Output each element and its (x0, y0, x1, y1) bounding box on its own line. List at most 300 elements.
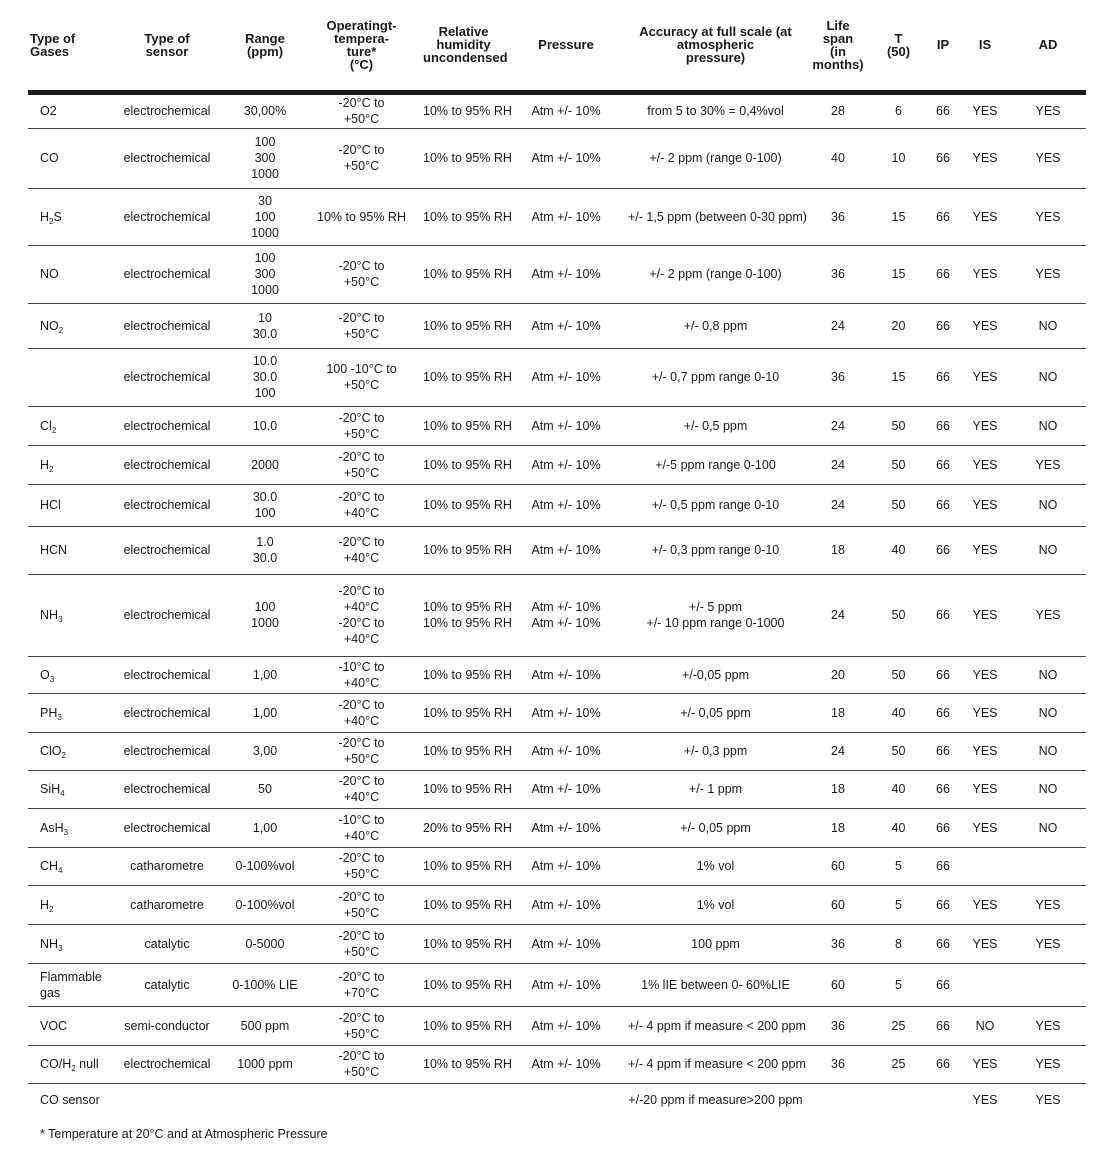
cell-ad (1010, 963, 1086, 1006)
cell-t50-text: 25 (891, 1018, 906, 1033)
cell-temperature-lines (304, 969, 419, 1001)
gas-name: PH (40, 705, 58, 720)
cell-range-lines (230, 936, 300, 952)
cell-pressure (506, 924, 626, 963)
cell-temperature-line: -20°C to (338, 490, 385, 504)
cell-sensor-text: electrochemical (123, 318, 211, 333)
cell-range (228, 963, 302, 1006)
cell-t50-text: 6 (895, 104, 902, 118)
cell-range-lines (230, 418, 300, 434)
cell-gas (28, 445, 106, 484)
cell-temperature-lines (304, 889, 419, 921)
cell-ad-text: YES (1035, 209, 1061, 224)
gas-subscript: 2 (58, 325, 64, 335)
cell-pressure-line: Atm +/- 10% (531, 936, 601, 951)
cell-gas (28, 732, 106, 770)
cell-range (228, 303, 302, 348)
cell-accuracy-line: +/- 0,5 ppm range 0-10 (651, 498, 780, 512)
cell-humidity-line: 10% to 95% RH (423, 418, 512, 433)
cell-accuracy (626, 445, 805, 484)
gas-suffix: S (53, 209, 62, 224)
cell-accuracy-line: +/- 4 ppm if measure < 200 ppm (628, 1057, 806, 1071)
cell-humidity-line: 10% to 95% RH (423, 744, 512, 758)
cell-humidity-line: 10% to 95% RH (423, 936, 512, 951)
cell-humidity (421, 303, 512, 348)
cell-temperature-line: 10% to 95% RH (317, 209, 406, 224)
cell-t50-text: 50 (891, 498, 906, 512)
cell-humidity-lines (423, 936, 512, 952)
cell-ad-text: NO (1038, 370, 1058, 384)
cell-range (228, 1006, 302, 1045)
cell-ad-text: YES (1035, 151, 1061, 165)
cell-humidity (421, 808, 512, 847)
cell-range-line: 1000 ppm (237, 1057, 293, 1071)
cell-humidity (421, 1006, 512, 1045)
cell-temperature-line: +40°C (343, 551, 380, 565)
cell-temperature-line: 100 -10°C to (326, 362, 397, 376)
cell-t50-text: 15 (891, 209, 906, 224)
cell-life-span-text: 18 (831, 782, 845, 796)
cell-temperature-lines (304, 361, 419, 393)
cell-range (228, 1083, 302, 1116)
cell-t50 (871, 924, 926, 963)
cell-is-text: YES (972, 104, 998, 118)
cell-ip (926, 808, 960, 847)
cell-humidity-line: 10% to 95% RH (423, 897, 512, 912)
cell-ip-text: 66 (936, 1057, 950, 1071)
cell-is (960, 445, 1010, 484)
cell-ad (1010, 348, 1086, 406)
cell-range-line: 1000 (251, 616, 279, 630)
table-row (28, 1083, 1086, 1116)
cell-sensor-text: electrochemical (123, 418, 211, 433)
cell-pressure (506, 847, 626, 885)
cell-temperature-line: -20°C to (338, 851, 385, 865)
cell-accuracy-line: 1% vol (696, 897, 735, 912)
cell-range-line: 30.0 (252, 551, 278, 565)
cell-accuracy (626, 808, 805, 847)
gas-name: Flammable gas (40, 969, 102, 1000)
cell-is (960, 808, 1010, 847)
cell-pressure-lines (508, 266, 624, 282)
gas-subscript: 3 (57, 712, 62, 722)
cell-ad-text: YES (1035, 457, 1061, 472)
cell-ip-text: 66 (936, 543, 950, 557)
cell-sensor-text: catalytic (144, 936, 190, 951)
cell-pressure (506, 188, 626, 245)
cell-ip-text: 66 (936, 859, 950, 873)
cell-t50-text: 50 (891, 418, 906, 433)
cell-temperature-line: -20°C to (338, 584, 385, 598)
cell-range-line: 0-100% LIE (232, 977, 298, 992)
cell-ad (1010, 128, 1086, 188)
cell-is-text: YES (972, 498, 998, 512)
cell-pressure-lines (508, 369, 624, 385)
cell-range-line: 10 (258, 310, 272, 325)
cell-range (228, 847, 302, 885)
cell-ip (926, 188, 960, 245)
cell-is (960, 693, 1010, 732)
cell-t50 (871, 128, 926, 188)
cell-ad-text: YES (1035, 1018, 1061, 1033)
cell-t50 (871, 484, 926, 526)
cell-accuracy (626, 245, 805, 303)
cell-life-span (805, 1083, 871, 1116)
cell-ip (926, 1045, 960, 1083)
cell-life-span-text: 36 (831, 1018, 845, 1033)
cell-humidity-line: 10% to 95% RH (423, 705, 512, 720)
gas-name: NO (40, 318, 59, 333)
cell-accuracy (626, 847, 805, 885)
cell-humidity-lines (423, 858, 512, 874)
cell-life-span-text: 60 (831, 897, 845, 912)
cell-humidity-line: 10% to 95% RH (423, 543, 512, 557)
cell-sensor (106, 245, 228, 303)
cell-t50 (871, 188, 926, 245)
cell-life-span-text: 24 (831, 744, 845, 758)
cell-gas (28, 245, 106, 303)
gas-name: CO sensor (40, 1092, 100, 1107)
cell-life-span (805, 406, 871, 445)
gas-sensor-spec-table (28, 0, 1086, 1116)
gas-subscript: 2 (51, 425, 57, 435)
cell-ip (926, 445, 960, 484)
cell-is (960, 128, 1010, 188)
cell-pressure-line: Atm +/- 10% (531, 667, 601, 682)
cell-temperature-line: -20°C to (338, 928, 385, 943)
cell-sensor (106, 732, 228, 770)
cell-humidity-line: 10% to 95% RH (423, 457, 512, 472)
cell-ad-text: NO (1038, 418, 1058, 433)
cell-pressure-line: Atm +/- 10% (531, 543, 601, 557)
cell-is-text: YES (972, 543, 998, 557)
cell-sensor-text: electrochemical (123, 457, 211, 472)
table-row (28, 847, 1086, 885)
cell-accuracy-line: +/- 0,05 ppm (680, 705, 751, 720)
cell-accuracy-lines (628, 542, 803, 558)
cell-pressure-lines (508, 820, 624, 836)
cell-temperature (302, 924, 421, 963)
cell-is-text: YES (972, 608, 998, 622)
cell-temperature-line: -20°C to (338, 535, 385, 549)
col-header-temperature: Operatingt- tempera- ture* (°C) (302, 0, 421, 92)
cell-temperature-lines (304, 142, 419, 174)
col-header-sensor: Type of sensor (106, 0, 228, 92)
cell-t50 (871, 574, 926, 656)
cell-is-text: YES (972, 209, 998, 224)
gas-name: CH (40, 859, 59, 873)
cell-accuracy-line: +/- 0,3 ppm (683, 744, 748, 758)
cell-pressure (506, 303, 626, 348)
cell-temperature-line: +50°C (343, 426, 380, 441)
cell-accuracy-line: +/-0,05 ppm (681, 667, 750, 682)
cell-temperature-lines (304, 449, 419, 481)
cell-ad-text: YES (1035, 104, 1061, 118)
cell-sensor-text: catalytic (144, 977, 190, 992)
cell-sensor (106, 406, 228, 445)
cell-ip (926, 924, 960, 963)
gas-subscript: 3 (58, 615, 63, 624)
cell-pressure-lines (508, 705, 624, 721)
cell-ip-text: 66 (936, 104, 950, 118)
cell-temperature-line: +40°C (343, 506, 380, 520)
gas-name: H (40, 457, 50, 472)
cell-ad (1010, 1083, 1086, 1116)
gas-subscript: 4 (60, 789, 65, 798)
cell-accuracy-line: +/- 10 ppm range 0-1000 (646, 616, 785, 630)
cell-range-line: 50 (258, 782, 272, 796)
cell-ad-text: YES (1035, 1057, 1061, 1071)
cell-t50 (871, 245, 926, 303)
cell-pressure-line: Atm +/- 10% (531, 782, 601, 796)
cell-humidity-lines (423, 820, 512, 836)
cell-sensor-text: electrochemical (123, 267, 211, 281)
cell-sensor-text: electrochemical (123, 104, 211, 118)
cell-is-text: YES (972, 897, 998, 912)
cell-ad (1010, 526, 1086, 574)
cell-life-span-text: 24 (831, 418, 845, 433)
cell-sensor (106, 770, 228, 808)
cell-ip (926, 574, 960, 656)
cell-ad (1010, 885, 1086, 924)
cell-pressure (506, 693, 626, 732)
cell-pressure-lines (508, 497, 624, 513)
cell-range-line: 1,00 (252, 820, 278, 835)
cell-sensor (106, 963, 228, 1006)
cell-humidity-lines (423, 1018, 512, 1034)
cell-temperature-lines (304, 209, 419, 225)
cell-is (960, 924, 1010, 963)
cell-t50 (871, 770, 926, 808)
cell-t50-text: 40 (891, 705, 906, 720)
cell-accuracy-lines (628, 820, 803, 836)
cell-ip-text: 66 (936, 608, 950, 622)
cell-pressure-lines (508, 318, 624, 334)
cell-gas (28, 808, 106, 847)
cell-humidity (421, 245, 512, 303)
cell-ip-text: 66 (936, 705, 950, 720)
cell-sensor (106, 128, 228, 188)
cell-t50-text: 40 (891, 820, 906, 835)
cell-t50-text: 50 (891, 744, 906, 758)
cell-temperature-lines (304, 310, 419, 342)
cell-sensor (106, 656, 228, 693)
cell-temperature-line: +50°C (343, 326, 380, 341)
cell-temperature-line: -20°C to (338, 1010, 385, 1025)
cell-range-line: 0-100%vol (235, 897, 295, 912)
cell-range-line: 100 (254, 251, 276, 265)
cell-is-text: YES (972, 370, 998, 384)
cell-t50-text: 5 (895, 977, 902, 992)
cell-pressure (506, 770, 626, 808)
cell-t50 (871, 92, 926, 128)
cell-is-text: YES (972, 936, 998, 951)
cell-ip (926, 245, 960, 303)
cell-gas (28, 484, 106, 526)
cell-t50 (871, 1006, 926, 1045)
cell-range (228, 92, 302, 128)
cell-accuracy-line: +/- 5 ppm (688, 600, 743, 614)
cell-temperature-line: +50°C (343, 867, 380, 881)
cell-accuracy (626, 128, 805, 188)
cell-humidity-line: 10% to 95% RH (423, 267, 512, 281)
cell-pressure-lines (508, 1018, 624, 1034)
cell-accuracy-lines (628, 103, 803, 119)
cell-humidity (421, 885, 512, 924)
cell-life-span (805, 924, 871, 963)
cell-range-line: 3,00 (252, 744, 278, 758)
cell-sensor (106, 693, 228, 732)
cell-sensor-text: electrochemical (123, 543, 211, 557)
cell-t50 (871, 732, 926, 770)
cell-ad (1010, 188, 1086, 245)
cell-ip (926, 1006, 960, 1045)
col-header-range: Range (ppm) (228, 0, 302, 92)
cell-ip-text: 66 (936, 267, 950, 281)
cell-is (960, 1083, 1010, 1116)
gas-name: O2 (40, 104, 57, 118)
cell-range-line: 100 (254, 135, 276, 149)
cell-ip-text: 66 (936, 151, 950, 165)
cell-temperature (302, 1083, 421, 1116)
cell-accuracy-lines (628, 369, 803, 385)
cell-life-span-text: 60 (831, 859, 845, 873)
cell-range-lines (230, 667, 300, 683)
cell-pressure-line: Atm +/- 10% (531, 267, 601, 281)
cell-humidity-line: 10% to 95% RH (423, 498, 512, 512)
cell-is (960, 574, 1010, 656)
table-row (28, 406, 1086, 445)
cell-ad-text: NO (1038, 744, 1058, 758)
cell-gas (28, 963, 106, 1006)
cell-range-line: 1,00 (252, 667, 278, 682)
cell-humidity-lines (423, 209, 512, 225)
cell-ad (1010, 245, 1086, 303)
cell-range-line: 30.0 (252, 490, 278, 504)
cell-humidity-lines (423, 418, 512, 434)
gas-name: ClO (40, 744, 62, 758)
cell-range-lines (230, 103, 300, 119)
cell-range-lines (230, 534, 300, 566)
col-header-gas: Type of Gases (28, 0, 106, 92)
cell-range-lines (230, 743, 300, 759)
cell-t50 (871, 693, 926, 732)
cell-pressure-lines (508, 150, 624, 166)
cell-life-span (805, 574, 871, 656)
cell-humidity-lines (423, 781, 512, 797)
cell-accuracy-lines (628, 457, 803, 473)
cell-accuracy-lines (628, 150, 803, 166)
table-row (28, 924, 1086, 963)
cell-pressure-lines (508, 599, 624, 631)
cell-accuracy-lines (628, 977, 803, 993)
cell-ip-text: 66 (936, 667, 950, 682)
cell-temperature-line: -20°C to (338, 449, 385, 464)
cell-ad (1010, 1045, 1086, 1083)
cell-temperature-line: +40°C (343, 828, 380, 843)
cell-temperature (302, 445, 421, 484)
cell-sensor-text: catharometre (130, 859, 204, 873)
cell-is-text: YES (972, 151, 998, 165)
cell-ad (1010, 656, 1086, 693)
cell-temperature-line: +50°C (343, 1065, 380, 1079)
cell-is (960, 406, 1010, 445)
cell-accuracy-lines (628, 858, 803, 874)
cell-temperature-line: +40°C (343, 675, 380, 690)
cell-humidity (421, 963, 512, 1006)
cell-is-text: YES (972, 457, 998, 472)
cell-sensor (106, 445, 228, 484)
cell-gas (28, 128, 106, 188)
gas-subscript: 4 (58, 866, 63, 875)
cell-temperature-line: -10°C to (338, 659, 385, 674)
cell-humidity-line: 10% to 95% RH (423, 782, 512, 796)
cell-range-line: 300 (254, 151, 276, 165)
cell-temperature (302, 885, 421, 924)
cell-humidity-lines (423, 743, 512, 759)
cell-accuracy-line: +/- 0,3 ppm range 0-10 (651, 543, 780, 557)
col-header-humidity: Relative humidity uncondensed (421, 0, 506, 92)
cell-accuracy (626, 188, 805, 245)
cell-ip-text: 66 (936, 782, 950, 796)
cell-accuracy-line: +/- 4 ppm if measure < 200 ppm (628, 1018, 806, 1033)
cell-ad-text: NO (1038, 498, 1058, 512)
cell-temperature-line: +50°C (343, 465, 380, 480)
cell-temperature-line: -20°C to (338, 410, 385, 425)
cell-pressure-lines (508, 743, 624, 759)
cell-is (960, 732, 1010, 770)
cell-accuracy (626, 656, 805, 693)
cell-pressure-line: Atm +/- 10% (531, 151, 601, 165)
cell-is (960, 484, 1010, 526)
cell-is-text: NO (975, 1018, 995, 1033)
cell-accuracy (626, 526, 805, 574)
cell-ip-text: 66 (936, 897, 950, 912)
cell-ip (926, 885, 960, 924)
cell-temperature-line: -10°C to (338, 812, 385, 827)
cell-is-text: YES (972, 1057, 998, 1071)
cell-humidity (421, 484, 512, 526)
cell-temperature-line: -20°C to (338, 969, 385, 984)
col-header-life-span: Life span (in months) (805, 0, 871, 92)
cell-temperature (302, 348, 421, 406)
cell-life-span (805, 445, 871, 484)
cell-ip (926, 526, 960, 574)
cell-range-line: 10.0 (252, 354, 278, 368)
cell-ip (926, 303, 960, 348)
cell-life-span (805, 1045, 871, 1083)
cell-humidity-line: 10% to 95% RH (423, 318, 512, 333)
cell-accuracy-lines (628, 897, 803, 913)
cell-accuracy-line: +/-20 ppm if measure>200 ppm (628, 1092, 803, 1107)
cell-sensor-text: semi-conductor (124, 1018, 210, 1033)
cell-range-line: 1,00 (252, 705, 278, 720)
cell-ad-text: YES (1035, 897, 1061, 912)
cell-temperature-lines (304, 697, 419, 729)
cell-life-span (805, 92, 871, 128)
cell-life-span-text: 24 (831, 318, 845, 333)
cell-range-line: 2000 (251, 457, 279, 472)
cell-range-lines (230, 489, 300, 521)
cell-life-span-text: 36 (831, 1057, 845, 1071)
cell-life-span (805, 770, 871, 808)
cell-humidity-lines (423, 103, 512, 119)
cell-gas (28, 885, 106, 924)
cell-t50-text: 8 (895, 936, 902, 951)
cell-sensor-text: electrochemical (123, 667, 211, 682)
cell-range-lines (230, 897, 300, 913)
cell-life-span-text: 18 (831, 705, 845, 720)
